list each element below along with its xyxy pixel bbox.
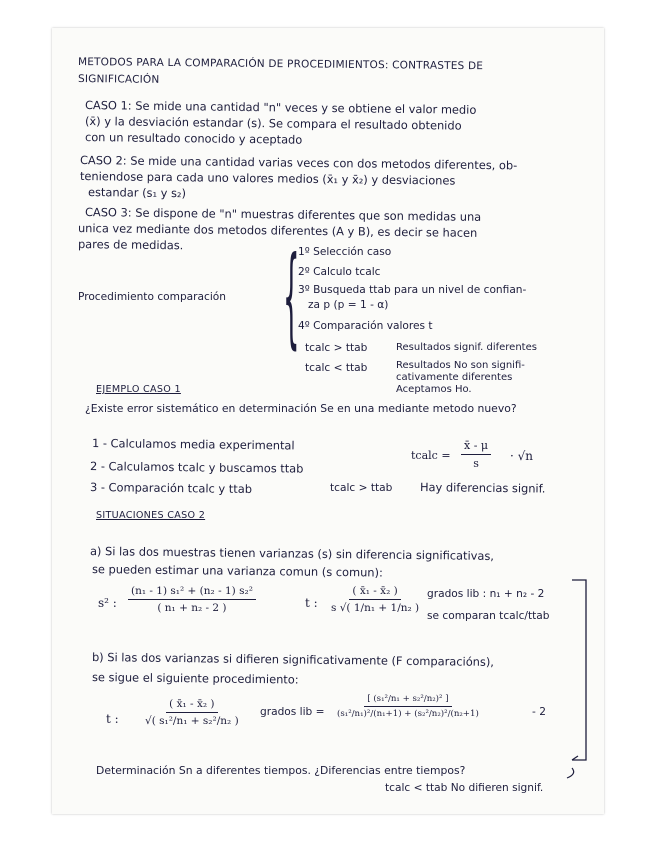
cmp2-result-3: Aceptamos Ho. (396, 384, 472, 395)
t-formula-denominator: s √( 1/n₁ + 1/n₂ ) (331, 602, 420, 614)
procedimiento-step-3b: za p (p = 1 - α) (308, 299, 389, 311)
s2-formula-numerator: (n₁ - 1) s₁² + (n₂ - 1) s₂² (128, 585, 256, 600)
caso2-line-3: estandar (s₁ y s₂) (87, 185, 187, 201)
ejemplo-heading: EJEMPLO CASO 1 (96, 384, 181, 395)
case-2-bracket (572, 580, 586, 760)
caso1-line-1: CASO 1: Se mide una cantidad "n" veces y se obtiene el valor medio (84, 98, 477, 117)
caso2-line-1: CASO 2: Se mide una cantidad varias veces con dos metodos diferentes, ob- (79, 153, 518, 173)
ejemplo-conclusion-condition: tcalc > ttab (330, 482, 393, 494)
caso3-line-3: pares de medidas. (77, 237, 184, 253)
situacion-b-line-2: se sigue el siguiente procedimiento: (91, 670, 299, 687)
caso1-line-2: (x̄) y la desviación estandar (s). Se compara el resultado obtenido (84, 114, 462, 133)
t-formula-lhs: t : (305, 596, 318, 610)
situacion-a-line-1: a) Si las dos muestras tienen varianzas (s) sin diferencia significativas, (89, 544, 495, 563)
t-formula-numerator: ( x̄₁ - x̄₂ ) (349, 585, 400, 600)
s2-formula-lhs: s² : (98, 596, 117, 610)
ejemplo-step-2: 2 - Calculamos tcalc y buscamos ttab (89, 459, 304, 476)
ejemplo-step-3: 3 - Comparación tcalc y ttab (89, 480, 253, 496)
tb-formula-denominator: √( s₁²/n₁ + s₂²/n₂ ) (145, 715, 239, 727)
ejemplo-step-1: 1 - Calculamos media experimental (91, 436, 295, 453)
ejemplo-formula-denominator: s (473, 457, 479, 470)
compare-note: se comparan tcalc/ttab (427, 610, 550, 622)
procedimiento-brace: { (283, 237, 300, 364)
procedimiento-step-1: 1º Selección caso (298, 246, 392, 258)
situacion-a-line-2: se pueden estimar una varianza comun (s comun): (91, 562, 383, 580)
procedimiento-label: Procedimiento comparación (78, 291, 226, 303)
cmp2-result-2: cativamente diferentes (396, 372, 513, 383)
s2-formula-denominator: ( n₁ + n₂ - 2 ) (157, 602, 227, 614)
ejemplo-formula-lhs: tcalc = (411, 449, 451, 462)
tb-formula-numerator: ( x̄₁ - x̄₂ ) (166, 698, 217, 713)
final-line: Determinación Sn a diferentes tiempos. ¿Diferencias entre tiempos? (96, 764, 466, 777)
situacion-b-line-1: b) Si las dos varianzas si difieren significativamente (F comparacións), (91, 650, 495, 669)
page-title-line-2: SIGNIFICACIÓN (77, 73, 160, 86)
grados-libertad-b-tail: - 2 (532, 706, 546, 718)
procedimiento-step-2: 2º Calculo tcalc (298, 266, 381, 278)
ejemplo-conclusion: Hay diferencias signif. (419, 480, 546, 496)
caso1-line-3: con un resultado conocido y aceptado (84, 130, 303, 147)
ejemplo-question: ¿Existe error sistemático en determinación Se en una mediante metodo nuevo? (85, 402, 517, 415)
tb-formula-lhs: t : (106, 712, 119, 726)
grados-libertad-b-numerator: [ (s₁²/n₁ + s₂²/n₂)² ] (364, 694, 451, 707)
situaciones-heading: SITUACIONES CASO 2 (96, 510, 206, 521)
caso3-line-1: CASO 3: Se dispone de "n" muestras diferentes que son medidas una (84, 205, 482, 224)
caso2-line-2: teniendose para cada uno valores medios (x̄₁ y x̄₂) y desviaciones (79, 169, 456, 188)
grados-libertad-b-denominator: (s₁²/n₁)²/(n₁+1) + (s₂²/n₂)²/(n₂+1) (337, 709, 479, 719)
cmp1-condition: tcalc > ttab (305, 342, 368, 354)
grados-libertad-a: grados lib : n₁ + n₂ - 2 (427, 588, 545, 600)
cmp1-result: Resultados signif. diferentes (396, 342, 537, 353)
final-result: tcalc < ttab No difieren signif. (385, 782, 544, 794)
ejemplo-formula-numerator: x̄ - μ (461, 439, 491, 455)
cmp2-condition: tcalc < ttab (305, 362, 368, 374)
grados-libertad-b-label: grados lib = (260, 706, 325, 718)
arrow-curve (567, 768, 574, 778)
procedimiento-step-3a: 3º Busqueda ttab para un nivel de confian- (298, 284, 527, 296)
cmp2-result-1: Resultados No son signifi- (396, 360, 525, 371)
procedimiento-step-4: 4º Comparación valores t (298, 320, 433, 332)
ejemplo-formula-sqrt: · √n (510, 449, 534, 463)
caso3-line-2: unica vez mediante dos metodos diferentes (A y B), es decir se hacen (77, 221, 478, 240)
page-title-line-1: METODOS PARA LA COMPARACIÓN DE PROCEDIMIENTOS: CONTRASTES DE (77, 56, 484, 73)
